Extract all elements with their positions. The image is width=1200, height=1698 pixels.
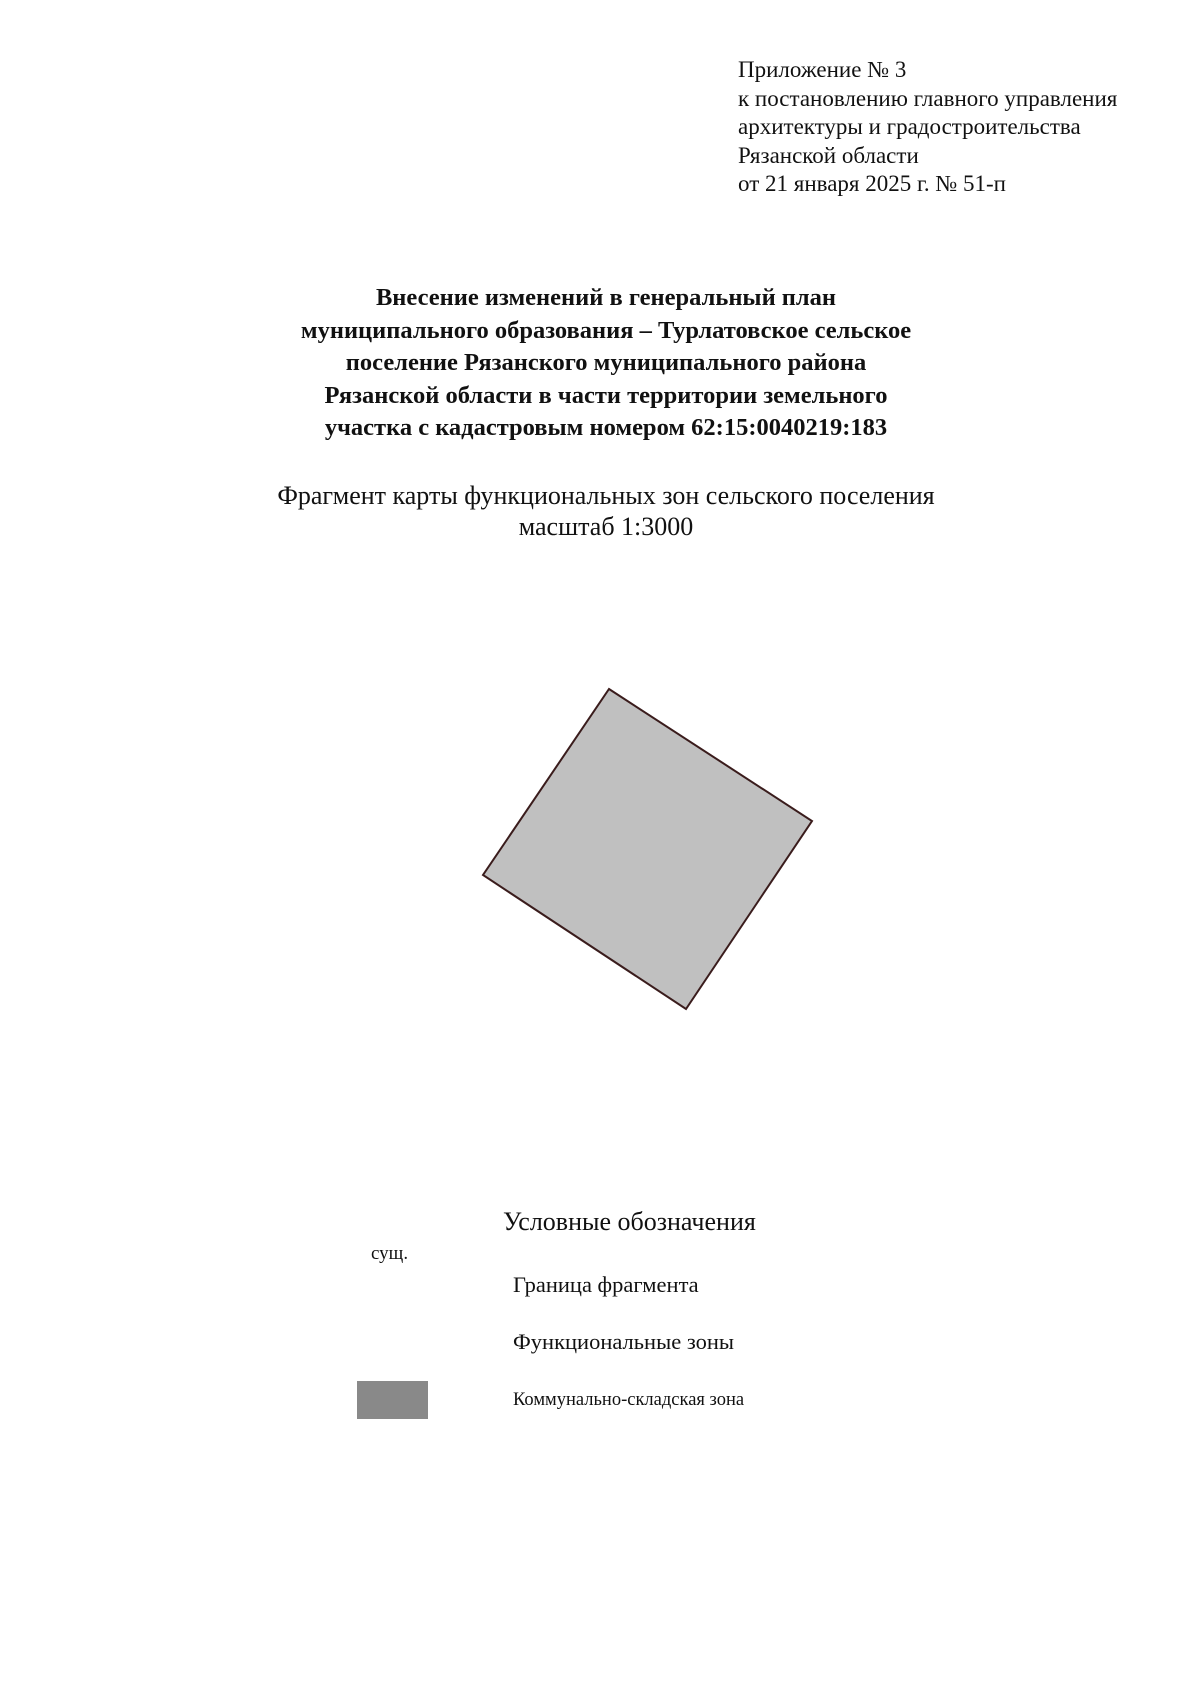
title-line: участка с кадастровым номером 62:15:0040219:183 bbox=[324, 414, 888, 441]
annex-line: архитектуры и градостроительства bbox=[738, 114, 1081, 139]
title-line: муниципального образования – Турлатовское сельское bbox=[300, 316, 912, 344]
legend-zone-label: Коммунально-складская зона bbox=[513, 1390, 745, 1410]
land-parcel-polygon bbox=[483, 689, 812, 1009]
subtitle-line: Фрагмент карты функциональных зон сельского поселения bbox=[277, 481, 935, 510]
title-line: поселение Рязанского муниципального района bbox=[345, 349, 867, 376]
title-line: Внесение изменений в генеральный план bbox=[375, 284, 837, 311]
document-title bbox=[0, 282, 1200, 445]
legend-zones-heading: Функциональные зоны bbox=[513, 1329, 734, 1354]
legend-zone-swatch bbox=[357, 1381, 428, 1419]
map-subtitle bbox=[0, 480, 1200, 542]
annex-line: Приложение № 3 bbox=[738, 57, 907, 82]
annex-block bbox=[738, 56, 1117, 199]
legend-existing-label: сущ. bbox=[371, 1243, 409, 1264]
annex-line: от 21 января 2025 г. № 51-п bbox=[738, 171, 1006, 196]
legend-boundary-label: Граница фрагмента bbox=[513, 1272, 699, 1297]
annex-line: к постановлению главного управления bbox=[738, 85, 1118, 111]
title-line: Рязанской области в части территории земельного bbox=[324, 381, 888, 409]
legend-title: Условные обозначения bbox=[503, 1207, 756, 1236]
annex-line: Рязанской области bbox=[738, 142, 919, 168]
map-scale: масштаб 1:3000 bbox=[518, 512, 694, 541]
